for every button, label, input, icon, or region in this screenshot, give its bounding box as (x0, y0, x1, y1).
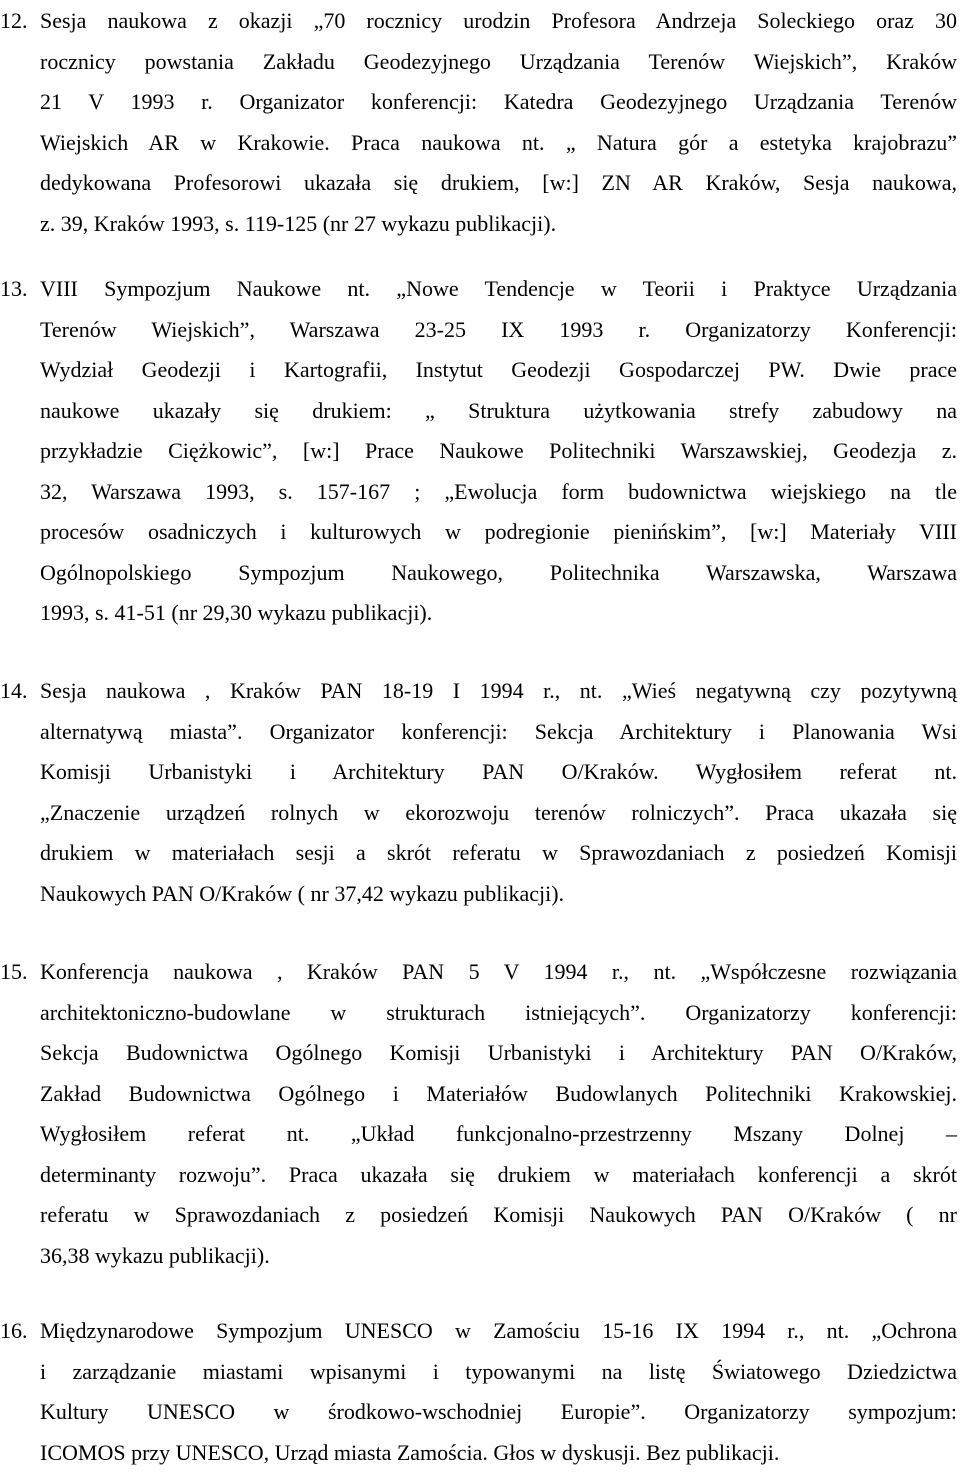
text-line: VIII Sympozjum Naukowe nt. „Nowe Tendencje w Teorii i Praktyce Urządzania (40, 269, 957, 310)
text-line: architektoniczno-budowlane w strukturach istniejących”. Organizatorzy konferencji: (40, 993, 957, 1034)
text-line: naukowe ukazały się drukiem: „ Struktura użytkowania strefy zabudowy na (40, 391, 957, 432)
list-item-12 (0, 1, 958, 244)
text-line: i zarządzanie miastami wpisanymi i typowanymi na listę Światowego Dziedzictwa (40, 1352, 957, 1393)
text-line: referatu w Sprawozdaniach z posiedzeń Komisji Naukowych PAN O/Kraków ( nr (40, 1195, 957, 1236)
text-line: Komisji Urbanistyki i Architektury PAN O/Kraków. Wygłosiłem referat nt. (40, 752, 957, 793)
text-line: Zakład Budownictwa Ogólnego i Materiałów Budowlanych Politechniki Krakowskiej. (40, 1074, 957, 1115)
text-line: drukiem w materiałach sesji a skrót referatu w Sprawozdaniach z posiedzeń Komisji (40, 833, 957, 874)
text-line: Sesja naukowa z okazji „70 rocznicy urodzin Profesora Andrzeja Soleckiego oraz 30 (40, 1, 957, 42)
text-line: 32, Warszawa 1993, s. 157-167 ; „Ewolucja form budownictwa wiejskiego na tle (40, 472, 957, 513)
text-line: Konferencja naukowa , Kraków PAN 5 V 1994 r., nt. „Współczesne rozwiązania (40, 952, 957, 993)
text-line: przykładzie Ciężkowic”, [w:] Prace Naukowe Politechniki Warszawskiej, Geodezja z. (40, 431, 957, 472)
text-line: Ogólnopolskiego Sympozjum Naukowego, Politechnika Warszawska, Warszawa (40, 553, 957, 594)
text-line: 1993, s. 41-51 (nr 29,30 wykazu publikacji). (40, 593, 957, 634)
text-line: determinanty rozwoju”. Praca ukazała się drukiem w materiałach konferencji a skrót (40, 1155, 957, 1196)
text-line: 21 V 1993 r. Organizator konferencji: Katedra Geodezyjnego Urządzania Terenów (40, 82, 957, 123)
text-line: z. 39, Kraków 1993, s. 119-125 (nr 27 wykazu publikacji). (40, 204, 957, 245)
text-line: dedykowana Profesorowi ukazała się drukiem, [w:] ZN AR Kraków, Sesja naukowa, (40, 163, 957, 204)
text-line: Wygłosiłem referat nt. „Układ funkcjonalno-przestrzenny Mszany Dolnej – (40, 1114, 957, 1155)
text-line: Naukowych PAN O/Kraków ( nr 37,42 wykazu publikacji). (40, 874, 957, 915)
text-line: Wydział Geodezji i Kartografii, Instytut Geodezji Gospodarczej PW. Dwie prace (40, 350, 957, 391)
text-line: Sekcja Budownictwa Ogólnego Komisji Urbanistyki i Architektury PAN O/Kraków, (40, 1033, 957, 1074)
list-item-number: 15. (0, 952, 28, 993)
text-line: Kultury UNESCO w środkowo-wschodniej Europie”. Organizatorzy sympozjum: (40, 1392, 957, 1433)
text-line: alternatywą miasta”. Organizator konferencji: Sekcja Architektury i Planowania Wsi (40, 712, 957, 753)
text-line: 36,38 wykazu publikacji). (40, 1236, 957, 1277)
text-line: Wiejskich AR w Krakowie. Praca naukowa nt. „ Natura gór a estetyka krajobrazu” (40, 123, 957, 164)
list-item-16 (0, 1311, 958, 1473)
list-item-number: 13. (0, 269, 28, 310)
text-line: Międzynarodowe Sympozjum UNESCO w Zamościu 15-16 IX 1994 r., nt. „Ochrona (40, 1311, 957, 1352)
text-line: rocznicy powstania Zakładu Geodezyjnego Urządzania Terenów Wiejskich”, Kraków (40, 42, 957, 83)
list-item-15 (0, 952, 958, 1276)
list-item-number: 14. (0, 671, 28, 712)
text-line: procesów osadniczych i kulturowych w podregionie pienińskim”, [w:] Materiały VIII (40, 512, 957, 553)
text-line: „Znaczenie urządzeń rolnych w ekorozwoju terenów rolniczych”. Praca ukazała się (40, 793, 957, 834)
list-item-number: 12. (0, 1, 28, 42)
text-line: Terenów Wiejskich”, Warszawa 23-25 IX 1993 r. Organizatorzy Konferencji: (40, 310, 957, 351)
text-line: ICOMOS przy UNESCO, Urząd miasta Zamościa. Głos w dyskusji. Bez publikacji. (40, 1433, 957, 1473)
list-item-13 (0, 269, 958, 634)
list-item-number: 16. (0, 1311, 28, 1352)
list-item-14 (0, 671, 958, 914)
text-line: Sesja naukowa , Kraków PAN 18-19 I 1994 r., nt. „Wieś negatywną czy pozytywną (40, 671, 957, 712)
